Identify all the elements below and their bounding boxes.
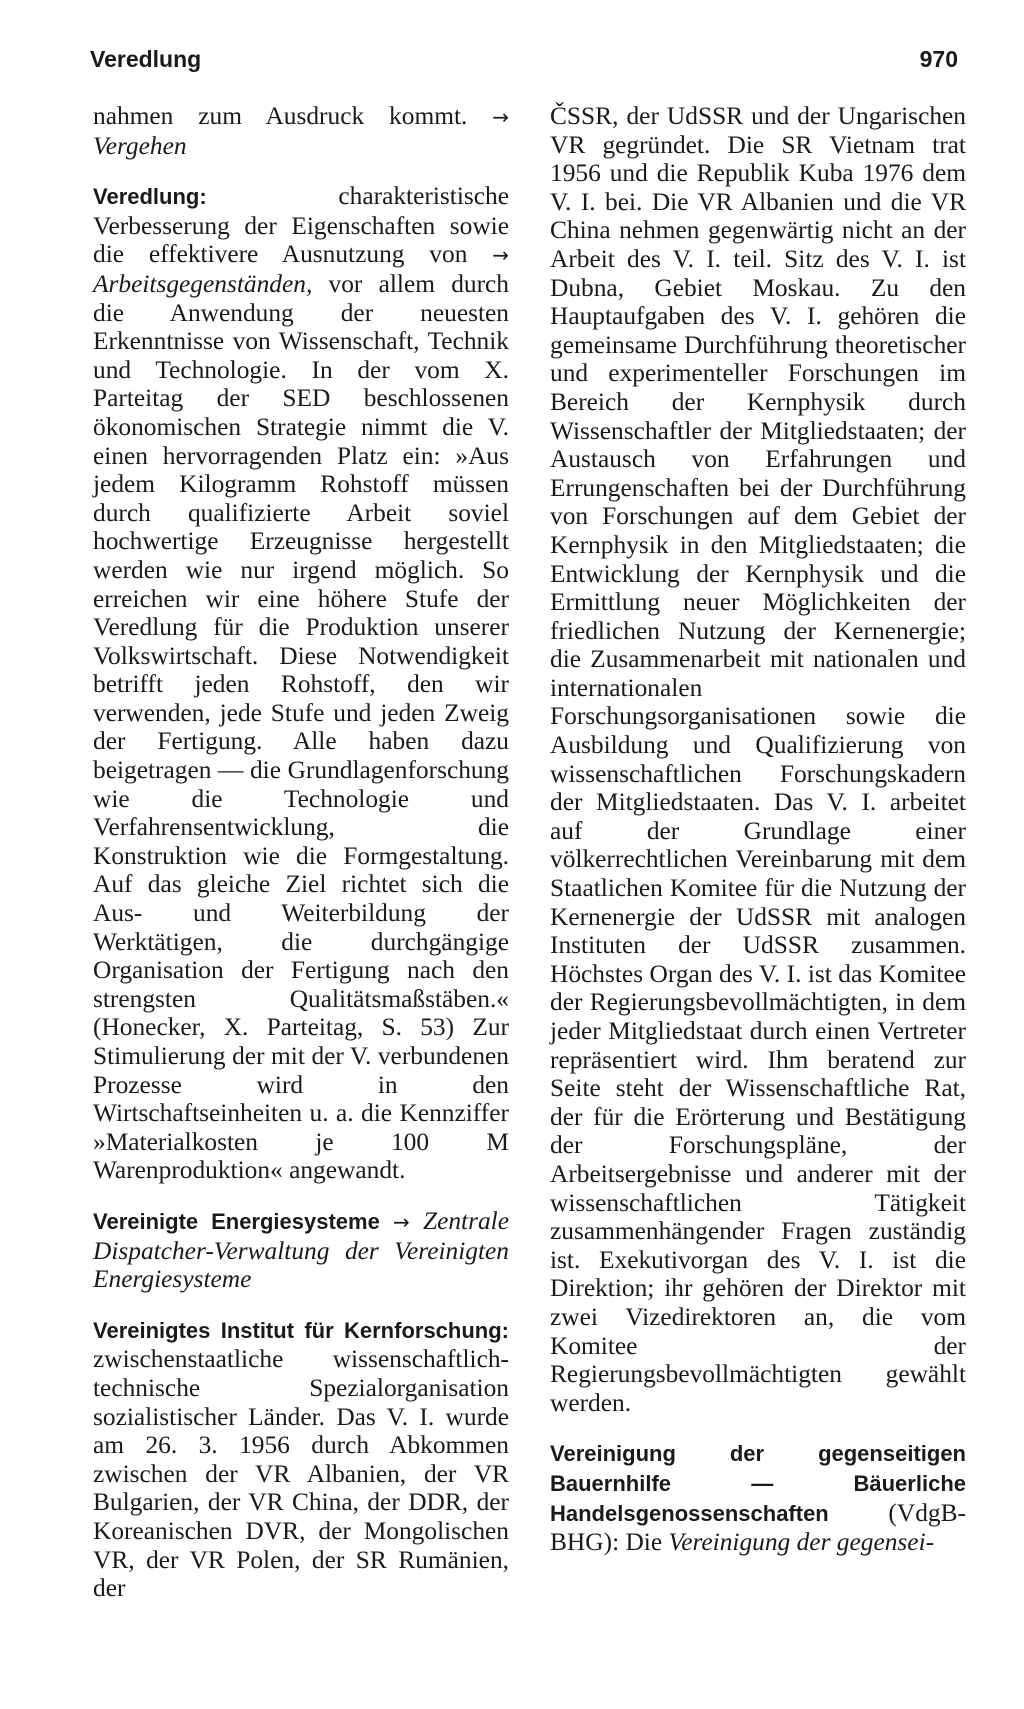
- running-head-word: Veredlung: [90, 46, 202, 72]
- entry-veredlung: [93, 182, 509, 1185]
- definition-text: charakteristische Verbesserung der Eigenschaften sowie die effektivere Ausnutzung von: [93, 182, 509, 269]
- cross-reference-arrow-icon: →: [492, 105, 509, 129]
- entry-vereinigtes-institut-continued: [550, 102, 966, 1417]
- continuation-text: nahmen zum Ausdruck kommt.: [93, 102, 468, 130]
- left-column: [93, 102, 509, 1625]
- definition-text: zwischenstaatliche wissenschaftlich-technische Spezialorganisation sozialistischer Länder. Das V. I. wurde am 26. 3. 1956 durch Abkommen zwischen der VR Albanien, der VR Bulgarien, der VR China, der DDR, der Koreanischen DVR, der Mongolischen VR, der VR Polen, der SR Rumänien, der: [93, 1345, 509, 1603]
- entry-body: [93, 1316, 509, 1603]
- entry-body: [550, 1439, 966, 1556]
- entry-body: [93, 102, 509, 160]
- cross-reference-link[interactable]: Vergehen: [93, 131, 187, 160]
- entry-vereinigte-energiesysteme: [93, 1207, 509, 1294]
- definition-text: vor allem durch die Anwendung der neuesten Erkenntnisse von Wissenschaft, Technik und Technologie. In der vom X. Parteitag der SED beschlossenen ökonomischen Strategie nimmt die V. einen hervorragenden Platz ein: »Aus jedem Kilogramm Rohstoff müssen durch qualifizierte Arbeit soviel hochwertige Erzeugnisse hergestellt werden wie nur irgend möglich. So erreichen wir eine höhere Stufe der Veredlung für die Produktion unserer Volkswirtschaft. Diese Notwendigkeit betrifft jeden Rohstoff, den wir verwenden, jede Stufe und jeden Zweig der Fertigung. Alle haben dazu beigetragen — die Grundlagenforschung wie die Technologie und Verfahrensentwicklung, die Konstruktion wie die Formgestaltung. Auf das gleiche Ziel richtet sich die Aus- und Weiterbildung der Werktätigen, die durchgängige Organisation der Fertigung nach den strengsten Qualitätsmaßstäben.« (Honecker, X. Parteitag, S. 53) Zur Stimulierung der mit der V. verbundenen Prozesse wird in den Wirtschaftseinheiten u. a. die Kennziffer »Materialkosten je 100 M Warenproduktion« angewandt.: [93, 269, 509, 1185]
- entry-body: [93, 1207, 509, 1294]
- headword: Vereinigtes Institut für Kernforschung:: [93, 1317, 509, 1343]
- headword: Vereinigte Energiesysteme: [93, 1208, 380, 1234]
- entry-vdgb-bhg: [550, 1439, 966, 1556]
- cross-reference-arrow-icon: →: [393, 1209, 410, 1234]
- running-head: [90, 46, 958, 86]
- entry-body: [550, 102, 966, 1417]
- abbreviation-text: (VdgB-BHG): Die: [550, 1498, 966, 1557]
- entry-body: [93, 182, 509, 1185]
- emphasized-term: Vereinigung der gegensei-: [668, 1528, 935, 1557]
- page-number: 970: [919, 46, 958, 72]
- cross-reference-link[interactable]: Zentrale Dispatcher-Verwaltung der Vereinigten Energiesysteme: [93, 1206, 509, 1294]
- cross-reference-link[interactable]: Arbeitsgegenständen,: [93, 269, 313, 298]
- right-column: [550, 102, 966, 1579]
- cross-reference-arrow-icon: →: [492, 243, 509, 268]
- entry-continuation: [93, 102, 509, 160]
- headword: Veredlung:: [93, 184, 207, 210]
- headword: Vereinigung der gegenseitigen Bauernhilfe — Bäuerliche Handelsgenossenschaften: [550, 1441, 966, 1526]
- entry-vereinigtes-institut: [93, 1316, 509, 1603]
- definition-text: ČSSR, der UdSSR und der Ungarischen VR gegründet. Die SR Vietnam trat 1956 und die Republik Kuba 1976 dem V. I. bei. Die VR Albanien und die VR China nehmen gegenwärtig nicht an der Arbeit des V. I. teil. Sitz des V. I. ist Dubna, Gebiet Moskau. Zu den Hauptaufgaben des V. I. gehören die gemeinsame Durchführung theoretischer und experimenteller Forschungen im Bereich der Kernphysik durch Wissenschaftler der Mitgliedstaaten; der Austausch von Erfahrungen und Errungenschaften bei der Durchführung von Forschungen auf dem Gebiet der Kernphysik in den Mitgliedstaaten; die Entwicklung der Kernphysik und die Ermittlung neuer Möglichkeiten der friedlichen Nutzung der Kernenergie; die Zusammenarbeit mit nationalen und internationalen Forschungsorganisationen sowie die Ausbildung und Qualifizierung von wissenschaftlichen Forschungskadern der Mitgliedstaaten. Das V. I. arbeitet auf der Grundlage einer völkerrechtlichen Vereinbarung mit dem Staatlichen Komitee für die Nutzung der Kernenergie der UdSSR mit analogen Instituten der UdSSR zusammen. Höchstes Organ des V. I. ist das Komitee der Regierungsbevollmächtigten, in dem jeder Mitgliedstaat durch einen Vertreter repräsentiert wird. Ihm beratend zur Seite steht der Wissenschaftliche Rat, der für die Erörterung und Bestätigung der Forschungspläne, der Arbeitsergebnisse und anderer mit der wissenschaftlichen Tätigkeit zusammenhängender Fragen zuständig ist. Exekutivorgan des V. I. ist die Direktion; ihr gehören der Direktor mit zwei Vizedirektoren an, die vom Komitee der Regierungsbevollmächtigten gewählt werden.: [550, 102, 966, 1417]
